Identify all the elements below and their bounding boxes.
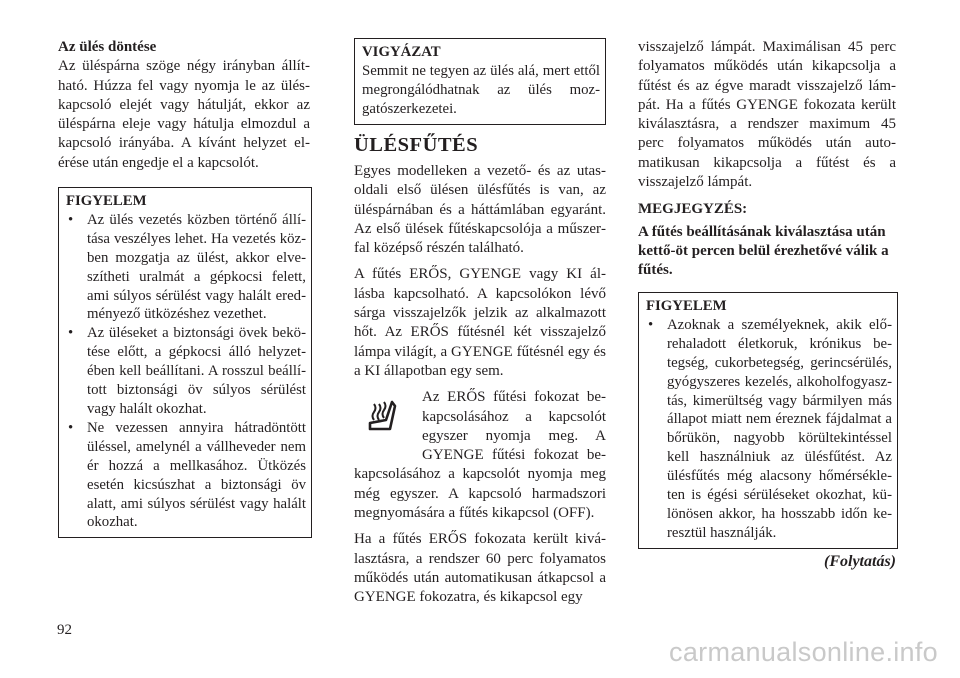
column-middle xyxy=(354,162,606,608)
paragraph-heating-timer: Ha a fűtés ERŐS fokozata került kiválasztásra, a rendszer 60 perc folyamatos működés után automatikusan átkapcsol a GYENGE fokozatra, és kikapcsol egy xyxy=(354,531,606,606)
seat-heater-icon xyxy=(362,396,404,438)
subheading-seat-tilt: Az ülés döntése xyxy=(58,39,157,55)
warning-item: • Azoknak a személyeknek, akik előrehaladott életkoruk, krónikus betegség, cukorbetegség, gerincsérülés, gyógyszeres kezelés, alkoholfogyasztás, kimerültség vagy bármilyen más állapot miatt nem éreznek fájdalmat a bőrükön, nagyobb körültekintéssel kell használniuk az ülésfűtést. Az ülésfűtés még alacsony hőmérsékleten is égési sérüléseket okozhat, különösen akkor, ha hosszabb időn keresztül használják. xyxy=(646,316,892,543)
note-text: A fűtés beállításának kiválasztása után kettő-öt percen belül érezhetővé válik a fűtés. xyxy=(638,223,889,279)
warning-title: FIGYELEM xyxy=(66,193,147,209)
paragraph-seat-tilt: Az üléspárna szöge négy irányban állítható. Húzza fel vagy nyomja le az üléskapcsoló elejét vagy hátulját, ekkor az üléspárna eleje vagy hátulja elmozdul a kapcsoló irányába. A kívánt helyzet elérése után engedje el a kapcsolót. xyxy=(58,58,310,171)
text-line: kapcsolásához a kapcsolót xyxy=(422,408,606,425)
text-line: Az ERŐS fűtési fokozat be- xyxy=(422,389,606,406)
page-number: 92 xyxy=(57,622,72,638)
watermark: carmanualsonline.info xyxy=(669,637,938,667)
warning-item: • Az ülés vezetés közben történő állítása veszélyes lehet. Ha vezetés közben mozgatja az ülést, akkor elveszítheti uralmát a gépkocsi felett, ami súlyos sérülést vagy halált eredményező ütközéshez vezethet. xyxy=(66,211,306,324)
warning-list xyxy=(66,211,306,532)
paragraph-heating-modes: A fűtés ERŐS, GYENGE vagy KI állásba kapcsolható. A kapcsolókon lévő sárga visszajelzők jelzik az alkalmazott hőt. Az ERŐS fűtésnél két visszajelző lámpa világít, a GYENGE fűtésnél egy és a KI állapotban egy sem. xyxy=(354,266,606,379)
paragraph-heating-switch: kapcsolásához a kapcsolót nyomja meg még egyszer. A kapcsoló harmadszori megnyomására a fűtés kikapcsol (OFF). xyxy=(354,466,606,522)
warning-box-right xyxy=(638,292,898,549)
note-heading: MEGJEGYZÉS: xyxy=(638,201,748,218)
caution-box xyxy=(354,38,606,125)
caution-title: VIGYÁZAT xyxy=(362,44,441,60)
warning-item: • Az üléseket a biztonsági övek bekötése előtt, a gépkocsi álló helyzetében kell beállítani. A rosszul beállított biztonsági öv súlyos sérülést vagy halált okozhat. xyxy=(66,324,306,419)
warning-box-left xyxy=(58,187,312,538)
text-line: egyszer nyomja meg. A xyxy=(422,427,606,444)
warning-list xyxy=(646,316,892,543)
column-right xyxy=(638,38,896,281)
warning-title: FIGYELEM xyxy=(646,298,727,314)
paragraph-heating-intro: Egyes modelleken a vezető- és az utasoldali első ülésen ülésfűtés is van, az üléspárnában és a háttámlában egyaránt. Az első ülések fűtéskapcsolója a műszerfal középső részén található. xyxy=(354,163,606,257)
warning-item: • Ne vezessen annyira hátradöntött üléssel, amelynél a vállheveder nem ér hozzá a mellkasához. Ütközés esetén kicsúszhat a biztonsági öv alatt, ami súlyos sérülést vagy halált okozhat. xyxy=(66,419,306,532)
section-title-seat-heating: ÜLÉSFŰTÉS xyxy=(354,134,479,156)
text-line: GYENGE fűtési fokozat be- xyxy=(422,447,606,464)
continued-label: (Folytatás) xyxy=(824,553,896,570)
caution-text: Semmit ne tegyen az ülés alá, mert ettől megrongálódhatnak az ülés mozgatószerkezetei. xyxy=(362,62,600,117)
paragraph-heating-auto-off: visszajelző lámpát. Maximálisan 45 perc folyamatos működés után kikapcsolja a fűtést és az égve maradt visszajelző lámpát. Ha a fűtés GYENGE fokozata került kiválasztásra, a rendszer maximum 45 perc folyamatos működés után automatikusan kikapcsolja a fűtést és a visszajelző lámpát. xyxy=(638,39,896,191)
column-left xyxy=(58,38,310,173)
